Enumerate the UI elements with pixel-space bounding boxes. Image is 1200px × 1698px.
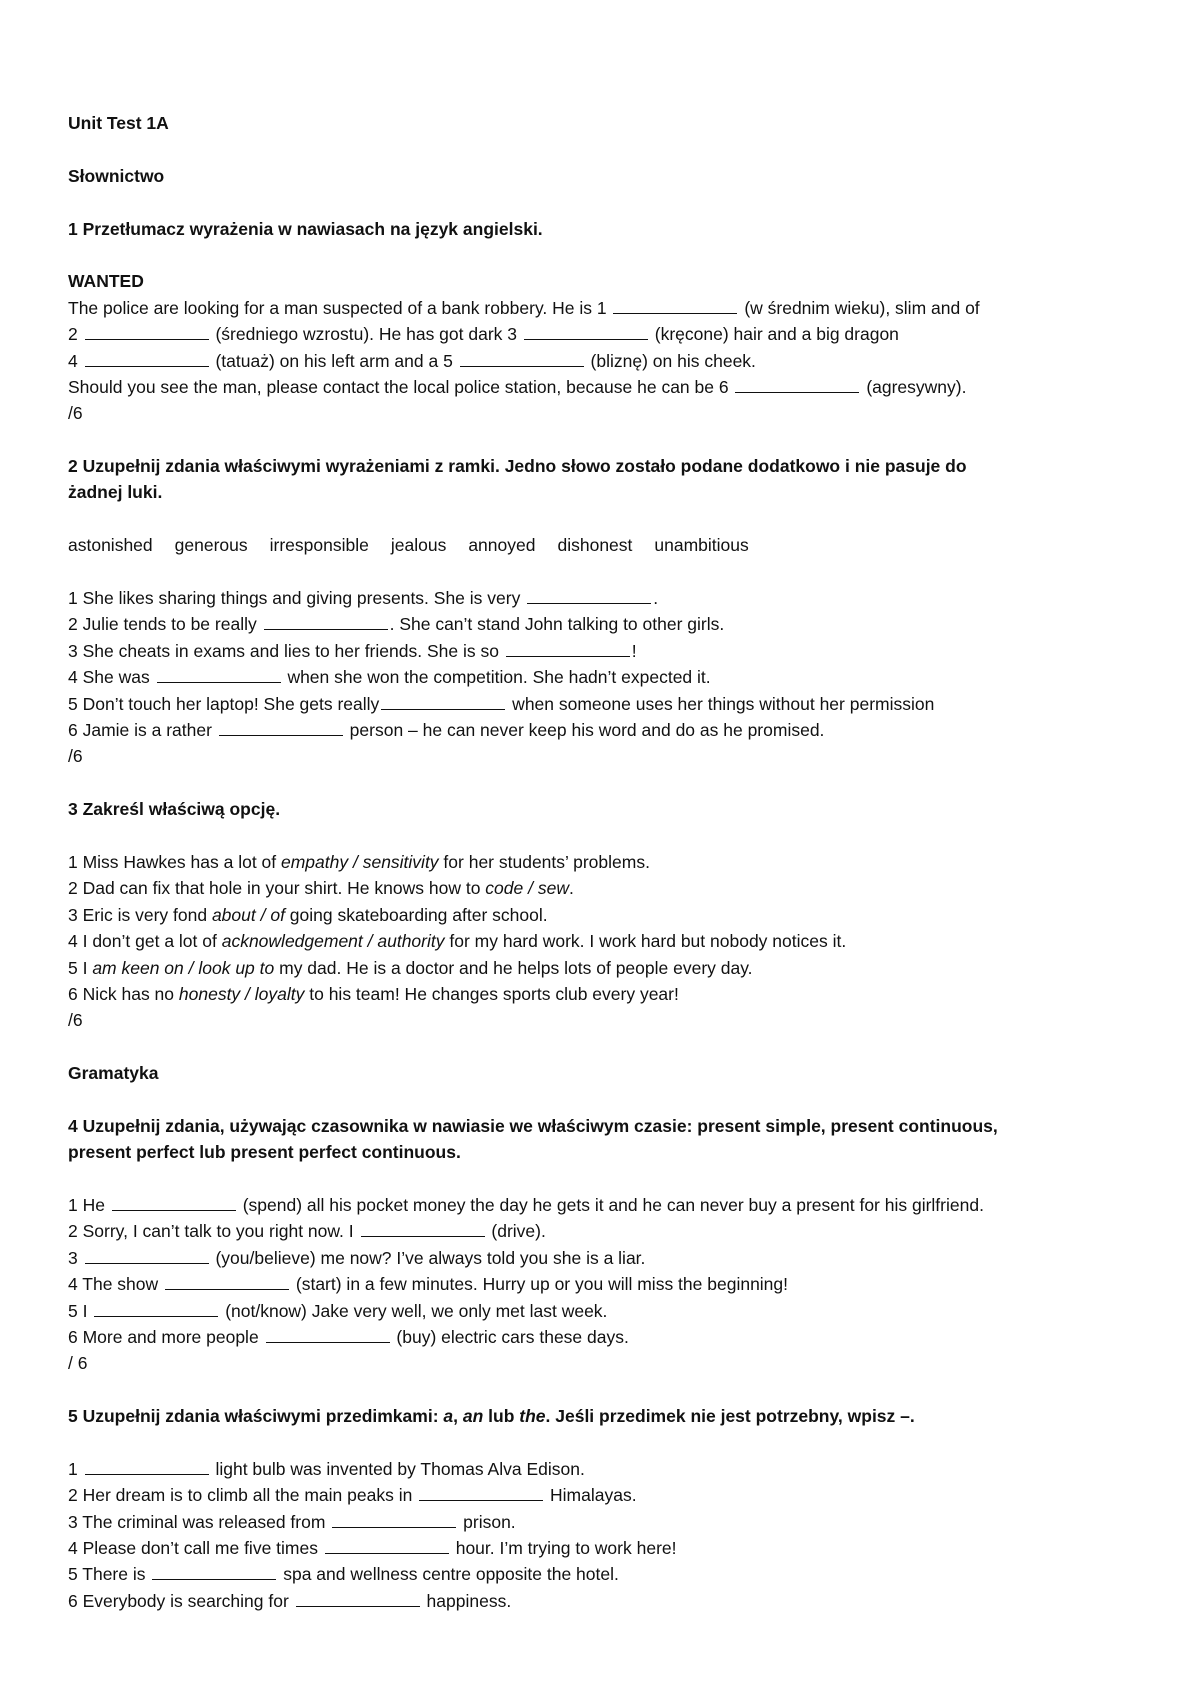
answer-blank[interactable] [219,734,343,736]
exercise-4-heading-line-2: present perfect lub present perfect continuous. [68,1142,461,1163]
exercise-2-heading-line-1: 2 Uzupełnij zdania właściwymi wyrażeniami z ramki. Jedno słowo zostało podane dodatkowo i nie pasuje do [68,456,967,477]
answer-blank[interactable] [165,1288,289,1290]
wanted-label: WANTED [68,271,144,292]
section-heading-grammar: Gramatyka [68,1063,159,1084]
answer-blank[interactable] [152,1578,276,1580]
exercise-4-sentence: 5 I (not/know) Jake very well, we only met last week. [68,1300,608,1321]
answer-blank[interactable] [264,628,388,630]
word-box-item: jealous [390,535,447,556]
exercise-2-sentence: 2 Julie tends to be really . She can’t stand John talking to other girls. [68,614,725,635]
answer-blank[interactable] [460,365,584,367]
exercise-3-sentence: 4 I don’t get a lot of acknowledgement / authority for my hard work. I work hard but nobody notices it. [68,931,847,952]
exercise-4-sentence: 4 The show (start) in a few minutes. Hurry up or you will miss the beginning! [68,1274,789,1295]
exercise-2-sentence: 1 She likes sharing things and giving presents. She is very . [68,588,659,609]
exercise-2-sentence: 6 Jamie is a rather person – he can never keep his word and do as he promised. [68,719,825,740]
exercise-5-sentence: 6 Everybody is searching for happiness. [68,1590,512,1611]
exercise-1-score: /6 [68,403,83,424]
exercise-1-line: 4 (tatuaż) on his left arm and a 5 (bliznę) on his cheek. [68,350,756,371]
exercise-4-heading-line-1: 4 Uzupełnij zdania, używając czasownika w nawiasie we właściwym czasie: present simple, present continuous, [68,1115,998,1136]
answer-blank[interactable] [85,1473,209,1475]
option-choice[interactable]: empathy / sensitivity [281,851,439,872]
answer-blank[interactable] [735,391,859,393]
exercise-2-heading-line-2: żadnej luki. [68,482,163,503]
exercise-2-sentence: 4 She was when she won the competition. She hadn’t expected it. [68,667,711,688]
exercise-4-sentence: 6 More and more people (buy) electric cars these days. [68,1326,629,1347]
answer-blank[interactable] [613,312,737,314]
exercise-5-sentence: 4 Please don’t call me five times hour. I’m trying to work here! [68,1538,677,1559]
answer-blank[interactable] [524,338,648,340]
answer-blank[interactable] [85,1262,209,1264]
exercise-3-heading: 3 Zakreśl właściwą opcję. [68,799,281,820]
answer-blank[interactable] [527,602,651,604]
document-content [68,110,1148,1614]
exercise-3-sentence: 1 Miss Hawkes has a lot of empathy / sensitivity for her students’ problems. [68,851,650,872]
answer-blank[interactable] [296,1605,420,1607]
exercise-1-line: 2 (średniego wzrostu). He has got dark 3 (kręcone) hair and a big dragon [68,324,899,345]
exercise-2-score: /6 [68,746,83,767]
exercise-2-sentence: 3 She cheats in exams and lies to her friends. She is so ! [68,640,637,661]
exercise-4-sentence: 3 (you/believe) me now? I’ve always told you she is a liar. [68,1247,646,1268]
exercise-3-sentence: 6 Nick has no honesty / loyalty to his team! He changes sports club every year! [68,983,679,1004]
option-choice[interactable]: honesty / loyalty [178,983,305,1004]
exercise-5-sentence: 2 Her dream is to climb all the main peaks in Himalayas. [68,1485,637,1506]
exercise-5-sentence: 3 The criminal was released from prison. [68,1511,516,1532]
exercise-4-sentence: 1 He (spend) all his pocket money the day he gets it and he can never buy a present for his girlfriend. [68,1195,984,1216]
exercise-5-heading: 5 Uzupełnij zdania właściwymi przedimkami: a, an lub the. Jeśli przedimek nie jest potrzebny, wpisz –. [68,1406,915,1427]
word-box [68,532,1148,558]
word-box-item: irresponsible [269,535,369,556]
answer-blank[interactable] [506,655,630,657]
answer-blank[interactable] [85,338,209,340]
answer-blank[interactable] [419,1499,543,1501]
exercise-3-sentence: 3 Eric is very fond about / of going skateboarding after school. [68,904,548,925]
exercise-4-score: / 6 [68,1353,88,1374]
exercise-3-score: /6 [68,1010,83,1031]
option-choice[interactable]: code / sew [485,878,569,899]
answer-blank[interactable] [361,1235,485,1237]
exercise-4-sentence: 2 Sorry, I can’t talk to you right now. I (drive). [68,1221,546,1242]
answer-blank[interactable] [94,1315,218,1317]
exercise-1-heading: 1 Przetłumacz wyrażenia w nawiasach na język angielski. [68,218,543,239]
exercise-3-sentence: 5 I am keen on / look up to my dad. He is a doctor and he helps lots of people every day. [68,957,753,978]
exercise-2-sentence: 5 Don’t touch her laptop! She gets really when someone uses her things without her permission [68,693,935,714]
page-title: Unit Test 1A [68,113,169,133]
answer-blank[interactable] [266,1341,390,1343]
exercise-3-sentence: 2 Dad can fix that hole in your shirt. He knows how to code / sew. [68,878,574,899]
answer-blank[interactable] [112,1209,236,1211]
word-box-item: dishonest [557,535,633,556]
answer-blank[interactable] [157,681,281,683]
word-box-item: unambitious [654,535,749,556]
exercise-1-line: Should you see the man, please contact the local police station, because he can be 6 (agresywny). [68,376,967,397]
exercise-5-sentence: 1 light bulb was invented by Thomas Alva Edison. [68,1458,585,1479]
word-box-item: annoyed [468,535,536,556]
exercise-5-sentence: 5 There is spa and wellness centre opposite the hotel. [68,1564,619,1585]
exercise-1-line: The police are looking for a man suspected of a bank robbery. He is 1 (w średnim wieku), slim and of [68,297,980,318]
option-choice[interactable]: about / of [211,904,285,925]
option-choice[interactable]: acknowledgement / authority [221,931,445,952]
answer-blank[interactable] [332,1526,456,1528]
section-heading-vocabulary: Słownictwo [68,165,165,186]
option-choice[interactable]: am keen on / look up to [92,957,275,978]
answer-blank[interactable] [381,708,505,710]
word-box-item: generous [174,535,248,556]
answer-blank[interactable] [85,365,209,367]
word-box-item: astonished [68,535,153,556]
answer-blank[interactable] [325,1552,449,1554]
